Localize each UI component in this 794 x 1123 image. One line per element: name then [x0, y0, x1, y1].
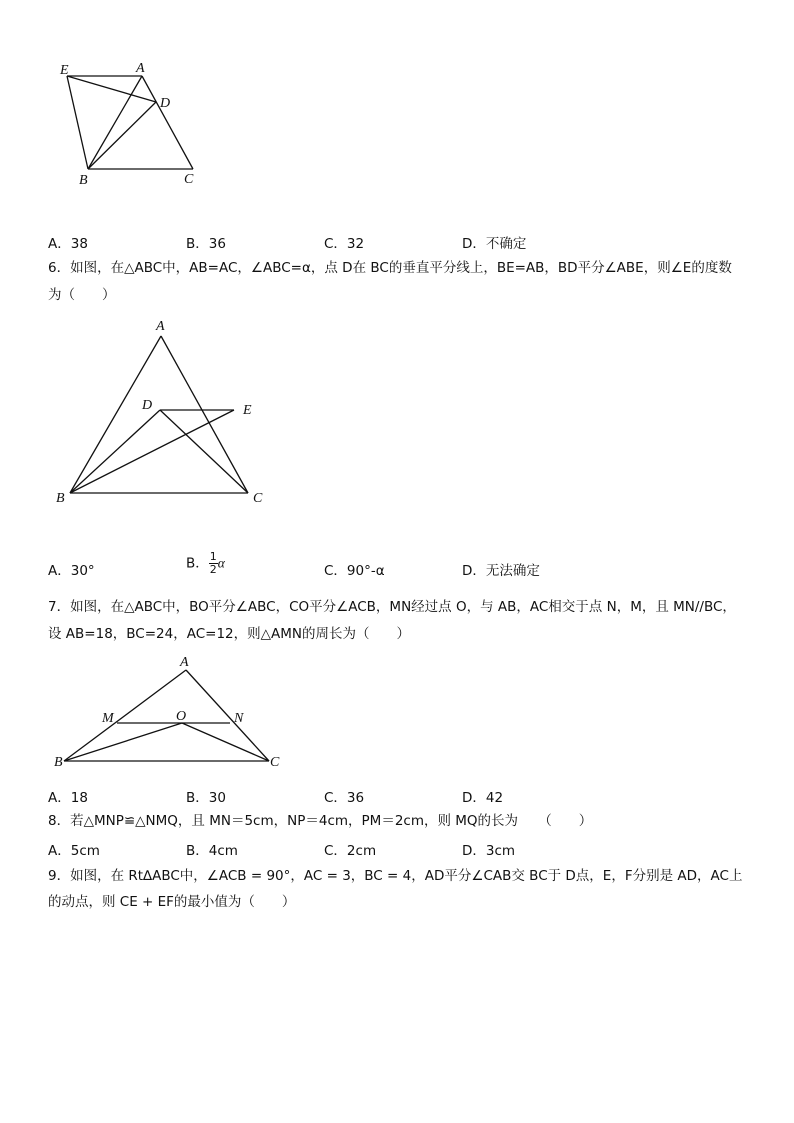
label-D: D — [160, 96, 171, 111]
label-A: A — [180, 655, 189, 670]
q9-question-line2: 的动点，则 CE + EF的最小值为（ ） — [48, 894, 296, 910]
label-D: D — [142, 398, 153, 413]
q5-option-d: D．不确定 — [462, 236, 527, 252]
label-B: B — [56, 491, 65, 506]
q7-option-b: B．30 — [186, 790, 226, 806]
q6-option-c: C．90°-α — [324, 563, 385, 579]
q7-option-a: A．18 — [48, 790, 88, 806]
q6-question-line2: 为（ ） — [48, 287, 116, 303]
q5-figure — [50, 58, 210, 192]
label-E: E — [60, 63, 69, 78]
q6-diagram — [50, 316, 280, 512]
label-A: A — [136, 61, 145, 76]
q5-option-c: C．32 — [324, 236, 365, 252]
segment-EB — [67, 76, 88, 169]
segment-AC — [161, 336, 248, 493]
q7-figure — [50, 652, 290, 776]
label-C: C — [270, 755, 280, 770]
segment-AC — [142, 76, 193, 169]
fraction-denominator: 2 — [209, 563, 217, 576]
q5-option-a: A．38 — [48, 236, 88, 252]
q6-option-b-var: α — [217, 555, 225, 571]
q5-option-b: B．36 — [186, 236, 226, 252]
q7-question-line2: 设 AB=18，BC=24，AC=12，则△AMN的周长为（ ） — [48, 626, 410, 642]
q8-option-b: B．4cm — [186, 843, 238, 859]
segment-BD — [88, 102, 156, 169]
q7-option-c: C．36 — [324, 790, 365, 806]
q6-question-line1: 6．如图，在△ABC中，AB=AC，∠ABC=α，点 D在 BC的垂直平分线上，BE=AB，BD平分∠ABE，则∠E的度数 — [48, 260, 732, 276]
fraction-numerator: 1 — [209, 550, 217, 563]
label-B: B — [79, 173, 88, 188]
label-B: B — [54, 755, 63, 770]
q8-option-d: D．3cm — [462, 843, 516, 859]
segment-BD — [70, 410, 160, 493]
label-C: C — [184, 172, 194, 187]
q7-question-line1: 7．如图，在△ABC中，BO平分∠ABC，CO平分∠ACB，MN经过点 O，与 AB，AC相交于点 N，M，且 MN//BC， — [48, 599, 736, 615]
segment-OC — [182, 723, 269, 761]
q6-option-b-prefix: B． — [186, 555, 209, 572]
segment-DC — [160, 410, 248, 493]
q6-option-b — [186, 551, 225, 576]
q8-option-a: A．5cm — [48, 843, 100, 859]
label-O: O — [176, 709, 187, 724]
fraction — [209, 551, 218, 576]
segment-AB — [64, 670, 186, 761]
q6-option-d: D．无法确定 — [462, 563, 540, 579]
segment-ED — [67, 76, 156, 102]
q8-question-line1: 8．若△MNP≌△NMQ，且 MN＝5cm，NP＝4cm，PM＝2cm，则 MQ的长为 （ ） — [48, 813, 593, 829]
q7-option-d: D．42 — [462, 790, 504, 806]
segment-BO — [64, 723, 182, 761]
q6-option-a: A．30° — [48, 563, 95, 579]
label-C: C — [253, 491, 263, 506]
label-M: M — [102, 711, 114, 726]
q8-option-c: C．2cm — [324, 843, 377, 859]
segment-AC — [186, 670, 269, 761]
q6-figure — [50, 316, 280, 512]
label-N: N — [234, 711, 244, 726]
label-E: E — [243, 403, 252, 418]
label-A: A — [156, 319, 165, 334]
q7-diagram — [50, 652, 290, 776]
q9-question-line1: 9．如图，在 Rt∆ABC中，∠ACB = 90°，AC = 3，BC = 4，AD平分∠CAB交 BC于 D点，E，F分别是 AD，AC上 — [48, 868, 743, 884]
q5-diagram — [50, 58, 210, 192]
